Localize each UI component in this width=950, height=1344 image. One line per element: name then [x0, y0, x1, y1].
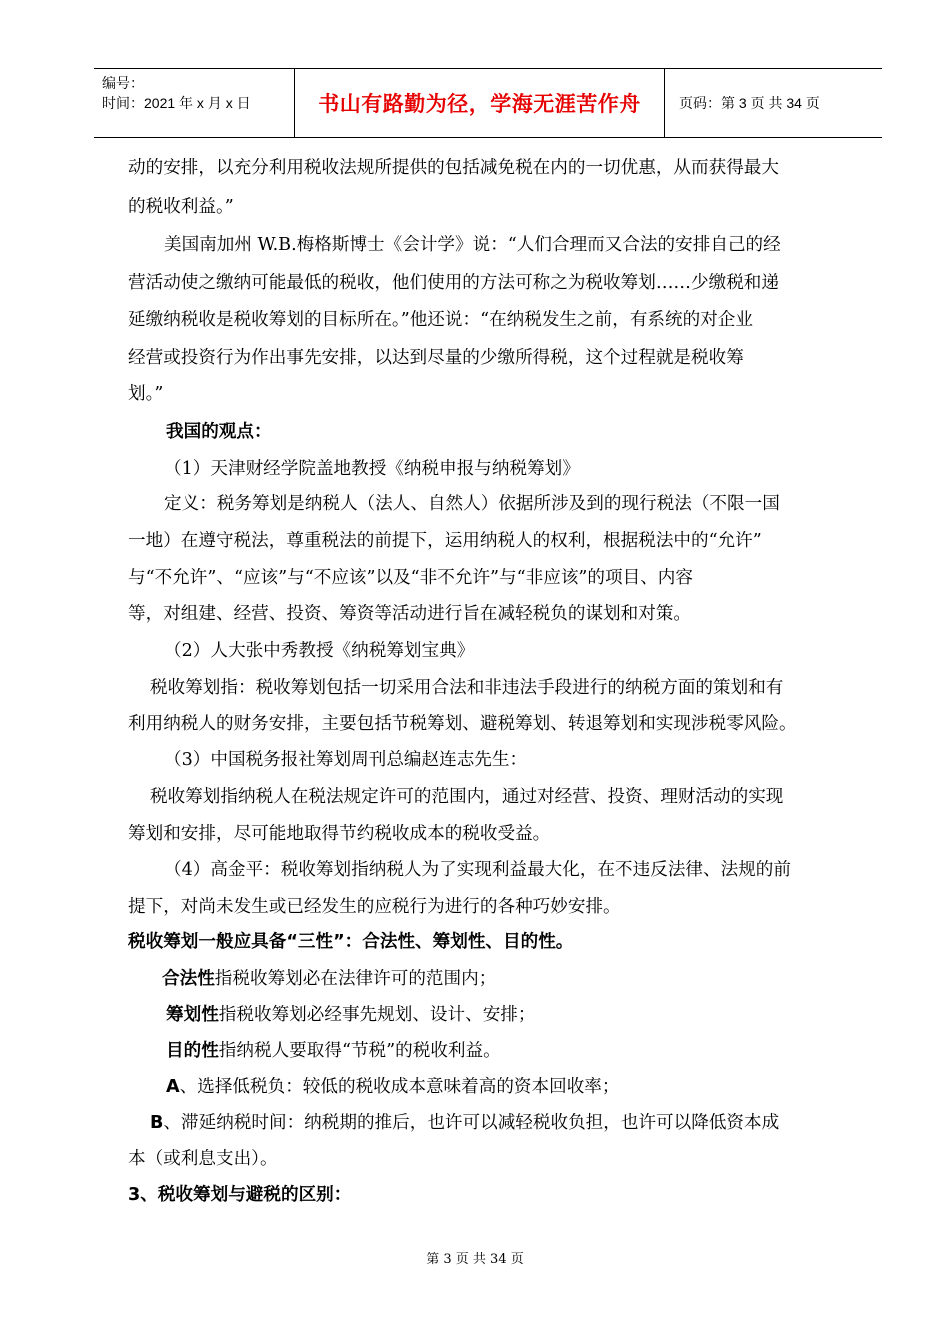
definition-purpose [166, 1043, 501, 1061]
text-line: 与“不允许”、“应该”与“不应该”以及“非不允许”与“非应该”的项目、内容 [128, 568, 693, 588]
item-letter: A [166, 1077, 180, 1097]
text-line: （2）人大张中秀教授《纳税筹划宝典》 [164, 641, 475, 661]
item-letter: B [150, 1113, 164, 1133]
text-line: 提下，对尚未发生或已经发生的应税行为进行的各种巧妙安排。 [128, 897, 621, 917]
bold-term: 合法性 [162, 969, 215, 989]
definition-text: 指税收筹划必经事先规划、设计、安排； [218, 1005, 536, 1025]
header-motto: 书山有路勤为径，学海无涯苦作舟 [295, 69, 665, 137]
item-b [150, 1115, 779, 1133]
document-header [94, 68, 882, 138]
bold-term: 目的性 [166, 1041, 219, 1061]
definition-planning [166, 1007, 536, 1025]
text-line: 本（或利息支出）。 [128, 1149, 278, 1169]
header-meta [94, 69, 295, 137]
section-heading: 税收筹划一般应具备“三性”：合法性、筹划性、目的性。 [128, 932, 574, 952]
text-line: （3）中国税务报社筹划周刊总编赵连志先生： [164, 750, 528, 770]
text-line: 等，对组建、经营、投资、筹资等活动进行旨在减轻税负的谋划和对策。 [128, 604, 692, 624]
text-line: 一地）在遵守税法，尊重税法的前提下，运用纳税人的权利，根据税法中的“允许” [128, 531, 762, 551]
item-text: 、滞延纳税时间：纳税期的推后，也许可以减轻税收负担，也许可以降低资本成 [163, 1113, 780, 1133]
item-text: 、选择低税负：较低的税收成本意味着高的资本回收率； [179, 1077, 620, 1097]
item-a [166, 1079, 619, 1097]
text-line: 经营或投资行为作出事先安排，以达到尽量的少缴所得税，这个过程就是税收筹 [128, 348, 744, 368]
text-line: 利用纳税人的财务安排，主要包括节税筹划、避税筹划、转退筹划和实现涉税零风险。 [128, 714, 797, 734]
text-line: 美国南加州 W.B.梅格斯博士《会计学》说：“人们合理而又合法的安排自己的经 [164, 235, 781, 255]
doc-time-label: 时间：2021 年 x 月 x 日 [102, 95, 251, 111]
bold-term: 筹划性 [166, 1005, 219, 1025]
page-footer: 第 3 页 共 34 页 [426, 1252, 524, 1267]
text-line: 定义：税务筹划是纳税人（法人、自然人）依据所涉及到的现行税法（不限一国 [164, 494, 780, 514]
definition-text: 指税收筹划必在法律许可的范围内； [214, 969, 497, 989]
header-page-info: 页码：第 3 页 共 34 页 [679, 95, 820, 111]
text-line: （4）高金平：税收筹划指纳税人为了实现利益最大化，在不违反法律、法规的前 [164, 860, 791, 880]
section-heading: 我国的观点： [166, 422, 272, 442]
text-line: 税收筹划指：税收筹划包括一切采用合法和非违法手段进行的纳税方面的策划和有 [150, 678, 784, 698]
text-line: （1）天津财经学院盖地教授《纳税申报与纳税筹划》 [164, 459, 580, 479]
doc-number-label: 编号： [102, 75, 144, 91]
text-line: 延缴纳税收是税收筹划的目标所在。”他还说：“在纳税发生之前，有系统的对企业 [128, 310, 753, 330]
text-line: 营活动使之缴纳可能最低的税收，他们使用的方法可称之为税收筹划……少缴税和递 [128, 273, 779, 293]
definition-text: 指纳税人要取得“节税”的税收利益。 [218, 1041, 501, 1061]
text-line: 动的安排，以充分利用税收法规所提供的包括减免税在内的一切优惠，从而获得最大 [128, 158, 779, 178]
text-line: 税收筹划指纳税人在税法规定许可的范围内，通过对经营、投资、理财活动的实现 [150, 787, 784, 807]
definition-legality [162, 971, 496, 989]
text-line: 的税收利益。” [128, 197, 234, 217]
text-line: 划。” [128, 384, 164, 404]
section-heading: 3、税收筹划与避税的区别： [128, 1185, 352, 1205]
text-line: 筹划和安排，尽可能地取得节约税收成本的税收受益。 [128, 824, 551, 844]
